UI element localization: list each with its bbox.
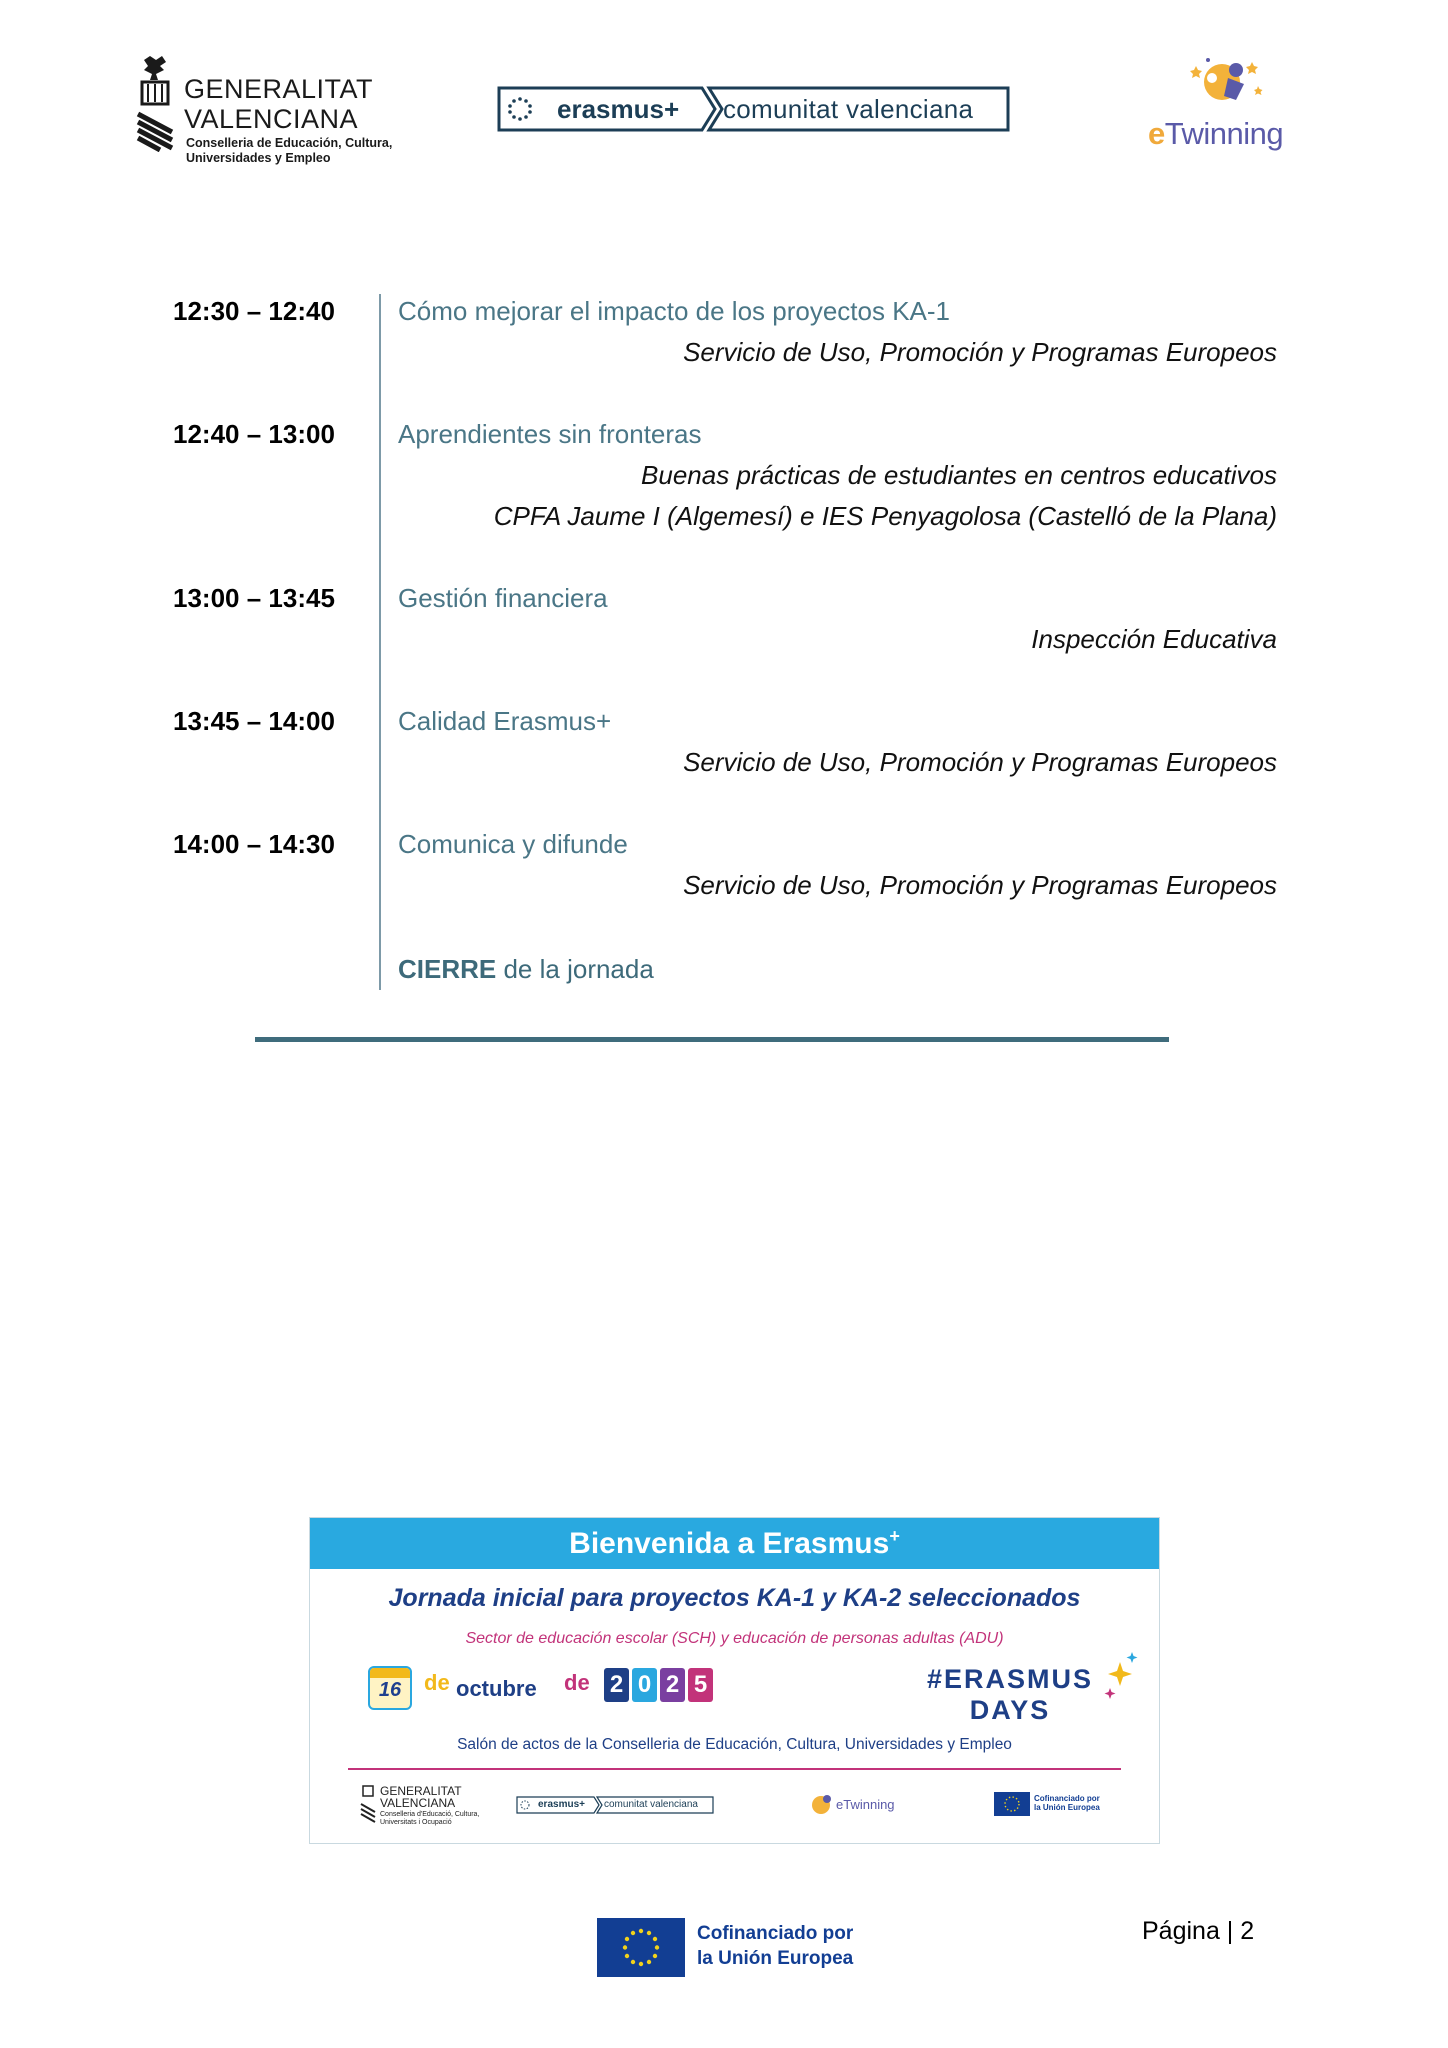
banner-venue: Salón de actos de la Conselleria de Educación, Cultura, Universidades y Empleo (457, 1736, 1012, 1753)
year-digit: 0 (632, 1668, 657, 1702)
slot-title: Calidad Erasmus+ (398, 706, 612, 736)
mini-eu-flag-icon (994, 1792, 1030, 1816)
slot-title: Cómo mejorar el impacto de los proyectos KA-1 (398, 296, 951, 326)
generalitat-valenciana-logo (136, 56, 396, 174)
erasmus-days-logo (910, 1664, 1110, 1726)
gv-name-line2: VALENCIANA (184, 104, 359, 134)
erasmus-label: erasmus+ (557, 94, 680, 124)
sparkle-icon (1100, 1652, 1140, 1702)
year-digit: 5 (688, 1668, 713, 1702)
etwinning-logo (1148, 56, 1298, 156)
slot-presenter: Servicio de Uso, Promoción y Programas Europeos (683, 747, 1277, 777)
mini-erasmus-label: erasmus+ (538, 1799, 585, 1810)
erasmusdays-line1: #ERASMUS (926, 1664, 1094, 1694)
gv-name-line1: GENERALITAT (184, 74, 374, 104)
slot-time: 13:45 – 14:00 (173, 706, 335, 736)
etwinning-figure-icon (1178, 56, 1268, 116)
mini-gv-line2: VALENCIANA (380, 1796, 456, 1810)
section-divider (255, 1037, 1169, 1042)
mini-eu-line2: la Unión Europea (1034, 1803, 1100, 1812)
mini-comunitat-label: comunitat valenciana (604, 1799, 698, 1810)
event-date (368, 1660, 728, 1724)
timeline-divider (379, 294, 381, 990)
banner-logo-strip (310, 1780, 1159, 1832)
slot-presenter: Inspección Educativa (1031, 624, 1277, 654)
closing-note (398, 954, 654, 985)
banner-heading-text: Bienvenida a Erasmus (569, 1527, 890, 1560)
date-de: de (564, 1670, 590, 1695)
event-banner (309, 1517, 1160, 1844)
mini-eu-line1: Cofinanciado por (1034, 1794, 1100, 1803)
banner-subtitle: Jornada inicial para proyectos KA-1 y KA-2 seleccionados (388, 1584, 1081, 1612)
slot-presenter: Servicio de Uso, Promoción y Programas Europeos (683, 870, 1277, 900)
page-number: Página | 2 (1142, 1917, 1255, 1945)
banner-divider (348, 1768, 1121, 1770)
bat-crest-icon (136, 56, 174, 152)
eu-line2: la Unión Europea (697, 1948, 854, 1969)
banner-heading-plus: + (889, 1526, 900, 1546)
slot-time: 13:00 – 13:45 (173, 583, 335, 613)
event-month: octubre (456, 1676, 537, 1701)
mini-etwinning-icon (808, 1790, 836, 1818)
slot-time: 12:40 – 13:00 (173, 419, 335, 449)
slot-presenter: Buenas prácticas de estudiantes en centros educativos (641, 460, 1277, 490)
closing-bold: CIERRE (398, 954, 497, 984)
etwinning-e: e (1148, 116, 1165, 151)
eu-line1: Cofinanciado por (697, 1923, 854, 1944)
event-year (604, 1668, 714, 1702)
slot-title: Comunica y difunde (398, 829, 628, 859)
date-de: de (424, 1670, 450, 1695)
erasmus-comunitat-logo (497, 86, 1010, 132)
slot-title: Gestión financiera (398, 583, 608, 613)
calendar-icon (368, 1666, 412, 1710)
slot-presenter: CPFA Jaume I (Algemesí) e IES Penyagolosa (Castelló de la Plana) (493, 501, 1277, 531)
gv-sub-line2: Universidades y Empleo (186, 151, 331, 165)
mini-etwinning-label: eTwinning (836, 1797, 895, 1812)
comunitat-valenciana-label: comunitat valenciana (723, 94, 974, 124)
etwinning-rest: Twinning (1164, 116, 1284, 151)
eu-flag-icon (597, 1918, 685, 1977)
mini-gv-sub2: Universitats i Ocupació (380, 1819, 452, 1826)
slot-presenter: Servicio de Uso, Promoción y Programas Europeos (683, 337, 1277, 367)
mini-gv-sub1: Conselleria d'Educació, Cultura, (380, 1811, 480, 1818)
closing-rest: de la jornada (496, 954, 654, 984)
erasmusdays-line2: DAYS (969, 1695, 1051, 1725)
gv-sub-line1: Conselleria de Educación, Cultura, (186, 136, 393, 150)
banner-heading (310, 1526, 1159, 1561)
eu-cofinancing-label (697, 1921, 853, 1971)
event-day: 16 (378, 1679, 402, 1701)
slot-title: Aprendientes sin fronteras (398, 419, 702, 449)
etwinning-wordmark (1148, 116, 1283, 152)
slot-time: 14:00 – 14:30 (173, 829, 335, 859)
banner-sector: Sector de educación escolar (SCH) y educación de personas adultas (ADU) (465, 1630, 1004, 1647)
slot-time: 12:30 – 12:40 (173, 296, 335, 326)
mini-bat-crest-icon (360, 1784, 376, 1824)
mini-gv-line1: GENERALITAT (380, 1784, 462, 1798)
year-digit: 2 (604, 1668, 629, 1702)
year-digit: 2 (660, 1668, 685, 1702)
